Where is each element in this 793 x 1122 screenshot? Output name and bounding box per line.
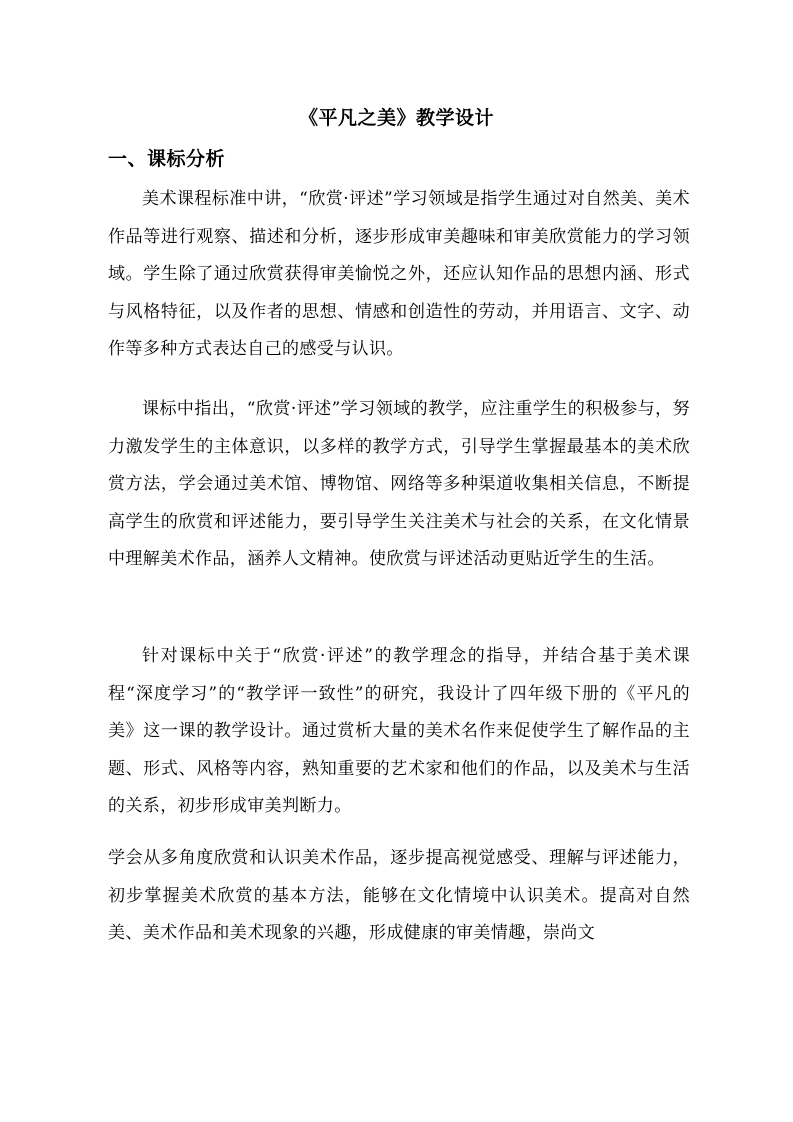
paragraph-1: 美术课程标准中讲，“欣赏·评述”学习领域是指学生通过对自然美、美术作品等进行观察、描述和分析，逐步形成审美趣味和审美欣赏能力的学习领域。学生除了通过欣赏获得审美愉悦之外，还应认知作品的思想内涵、形式与风格特征，以及作者的思想、情感和创造性的劳动，并用语言、文字、动作等多种方式表达自己的感受与认识。 [108,189,690,359]
paragraph-4: 学会从多角度欣赏和认识美术作品，逐步提高视觉感受、理解与评述能力，初步掌握美术欣赏的基本方法，能够在文化情境中认识美术。提高对自然美、美术作品和美术现象的兴趣，形成健康的审美情趣，崇尚文 [108,848,690,943]
document-title: 《平凡之美》教学设计 [298,107,494,129]
paragraph-3: 针对课标中关于“欣赏·评述”的教学理念的指导，并结合基于美术课程“深度学习”的“教学评一致性”的研究，我设计了四年级下册的《平凡的美》这一课的教学设计。通过赏析大量的美术名作来促使学生了解作品的主题、形式、风格等内容，熟知重要的艺术家和他们的作品，以及美术与生活的关系，初步形成审美判断力。 [108,646,690,816]
paragraph-2: 课标中指出，“欣赏·评述”学习领域的教学，应注重学生的积极参与，努力激发学生的主体意识，以多样的教学方式，引导学生掌握最基本的美术欣赏方法，学会通过美术馆、博物馆、网络等多种渠道收集相关信息，不断提高学生的欣赏和评述能力，要引导学生关注美术与社会的关系，在文化情景中理解美术作品，涵养人文精神。使欣赏与评述活动更贴近学生的生活。 [108,399,690,569]
section-heading: 一、课标分析 [108,148,226,170]
